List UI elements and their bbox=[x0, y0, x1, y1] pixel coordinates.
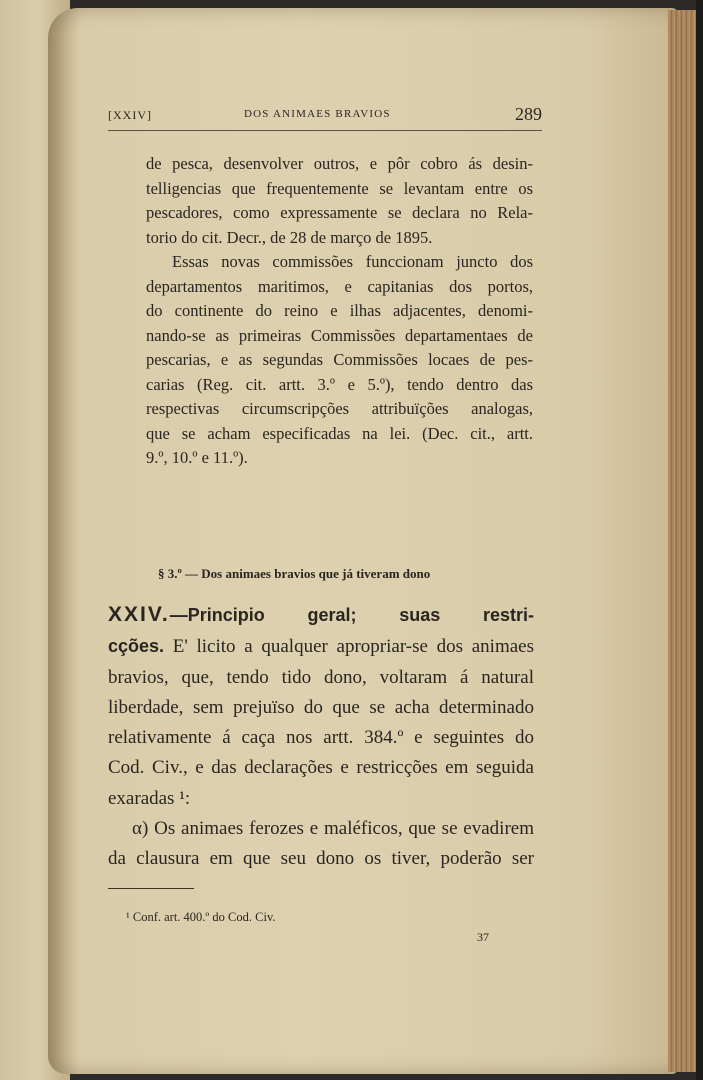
text-line: exaradas ¹: bbox=[108, 787, 191, 809]
text-line: α) Os animaes ferozes e maléficos, que se evadirem bbox=[132, 818, 534, 840]
text-line: pescadores, como expressamente se declara no Rela- bbox=[146, 203, 533, 222]
text-line: liberdade, sem prejuïso do que se acha determinado bbox=[108, 696, 534, 718]
footnote-rule bbox=[108, 888, 194, 889]
section-heading: § 3.º — Dos animaes bravios que já tiveram dono bbox=[158, 566, 431, 581]
article-xxiv bbox=[108, 600, 534, 875]
footnote-text: Conf. art. 400.º do Cod. Civ. bbox=[132, 910, 276, 924]
text-line: respectivas circumscripções attribuïções analogas, bbox=[146, 399, 533, 418]
text-line: carias (Reg. cit. artt. 3.º e 5.º), tendo dentro das bbox=[146, 374, 533, 394]
text-line: da clausura em que seu dono os tiver, poderão ser bbox=[108, 848, 534, 870]
text-line: departamentos maritimos, e capitanias dos portos, bbox=[146, 276, 533, 296]
paragraph-commissions bbox=[146, 152, 533, 471]
footnote bbox=[126, 910, 276, 925]
text-line: telligencias que frequentemente se levantam entre os bbox=[146, 178, 533, 198]
text-line: Cod. Civ., e das declarações e restricções em seguida bbox=[108, 757, 534, 779]
header-title: DOS ANIMAES BRAVIOS bbox=[244, 108, 391, 120]
text-line bbox=[108, 631, 534, 662]
article-number: XXIV. bbox=[108, 603, 170, 626]
text-line: torio do cit. Decr., de 28 de março de 1895. bbox=[146, 227, 433, 247]
header-section: [XXIV] bbox=[108, 108, 152, 122]
text-line: pescarias, e as segundas Commissões locaes de pes- bbox=[146, 350, 533, 369]
text-line: Essas novas commissões funccionam juncto dos bbox=[172, 252, 533, 271]
text-line: bravios, que, tendo tido dono, voltaram á natural bbox=[108, 666, 534, 688]
text-line: relativamente á caça nos artt. 384.º e seguintes do bbox=[108, 727, 534, 749]
article-heading: —Principio geral; suas restri- bbox=[169, 605, 534, 625]
printer-signature: 37 bbox=[477, 930, 489, 944]
header-rule bbox=[108, 130, 542, 131]
article-heading-cont: cções. bbox=[108, 636, 165, 657]
text-line: 9.º, 10.º e 11.º). bbox=[146, 448, 248, 467]
page-edge bbox=[668, 10, 698, 1072]
running-header bbox=[108, 106, 542, 130]
text-line: nando-se as primeiras Commissões departamentaes de bbox=[146, 325, 533, 345]
text-line: do continente do reino e ilhas adjacentes, denomi- bbox=[146, 301, 533, 320]
article-heading-line bbox=[108, 600, 534, 631]
footnote-mark: ¹ bbox=[126, 910, 130, 924]
scan-border bbox=[696, 0, 703, 1080]
text-line: de pesca, desenvolver outros, e pôr cobro ás desin- bbox=[146, 154, 533, 173]
text-line: que se acham especificadas na lei. (Dec. cit., artt. bbox=[146, 423, 533, 443]
text-fragment: E' licito a qualquer apropriar-se dos animaes bbox=[164, 636, 534, 658]
page-number: 289 bbox=[515, 104, 542, 124]
